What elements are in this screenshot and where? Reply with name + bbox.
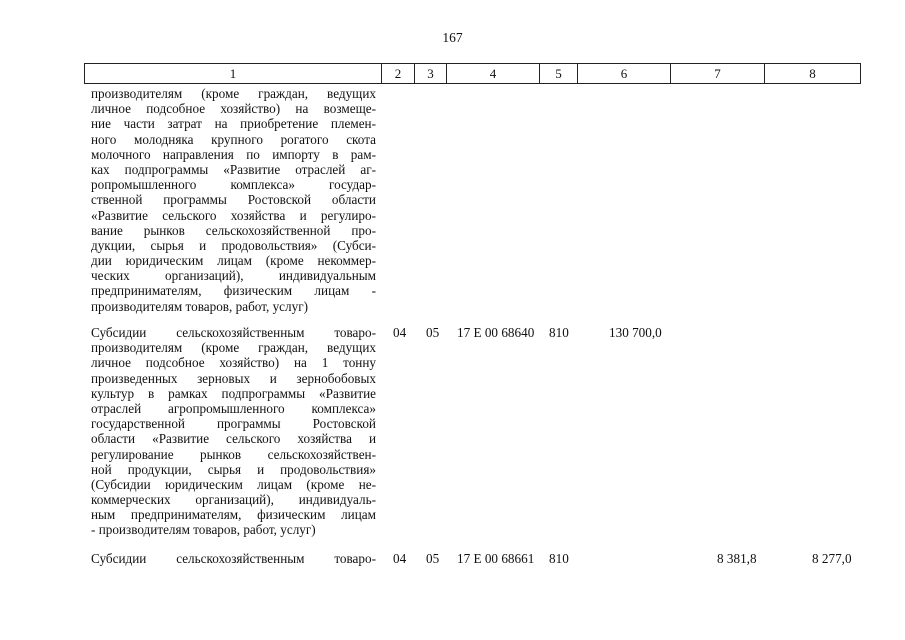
table-row-description xyxy=(91,86,376,314)
text-line: производителям товаров, работ, услуг) xyxy=(91,298,308,314)
text-line: области «Развитие сельского хозяйства и xyxy=(91,431,376,447)
text-line: производителям (кроме граждан, ведущих xyxy=(91,340,376,356)
text-line: дукции, сырья и продовольствия» (Субси- xyxy=(91,237,376,253)
text-line: ческих организаций), индивидуальным xyxy=(91,268,376,284)
text-line: Субсидии сельскохозяйственным товаро- xyxy=(91,325,376,340)
text-line: ние части затрат на приобретение племен- xyxy=(91,116,376,132)
text-line: «Развитие сельского хозяйства и регулиро- xyxy=(91,207,376,223)
cell-amount-col6: 130 700,0 xyxy=(609,325,662,340)
cell-subsection: 05 xyxy=(426,551,440,566)
text-line: регулирование рынков сельскохозяйствен- xyxy=(91,446,376,462)
header-cell-2: 2 xyxy=(382,64,415,83)
text-line: ках подпрограммы «Развитие отраслей аг- xyxy=(91,161,376,177)
text-line: личное подсобное хозяйство) на возмеще- xyxy=(91,101,376,117)
text-line: вание рынков сельскохозяйственной про- xyxy=(91,222,376,238)
header-cell-1: 1 xyxy=(85,64,382,83)
cell-section: 04 xyxy=(393,325,407,340)
text-line: дии юридическим лицам (кроме некоммер- xyxy=(91,253,376,269)
text-line: ным предпринимателям, физическим лицам xyxy=(91,507,376,523)
text-line: молочного направления по импорту в рам- xyxy=(91,146,376,162)
text-line: - производителям товаров, работ, услуг) xyxy=(91,522,316,538)
text-line: личное подсобное хозяйство) на 1 тонну xyxy=(91,355,376,371)
header-cell-6: 6 xyxy=(578,64,671,83)
text-line: культур в рамках подпрограммы «Развитие xyxy=(91,385,376,401)
header-cell-3: 3 xyxy=(415,64,447,83)
table-row-description xyxy=(91,551,376,566)
header-cell-4: 4 xyxy=(447,64,540,83)
text-line: ного молодняка крупного рогатого скота xyxy=(91,131,376,147)
text-line: Субсидии сельскохозяйственным товаро- xyxy=(91,551,376,566)
table-header-row xyxy=(84,63,861,84)
text-line: отраслей агропромышленного комплекса» xyxy=(91,400,376,416)
cell-amount-col8: 8 277,0 xyxy=(812,551,852,566)
text-line: производителям (кроме граждан, ведущих xyxy=(91,86,376,101)
cell-section: 04 xyxy=(393,551,407,566)
cell-target-article: 17 Е 00 68661 xyxy=(457,551,535,566)
cell-target-article: 17 Е 00 68640 xyxy=(457,325,535,340)
text-line: произведенных зерновых и зернобобовых xyxy=(91,370,376,386)
text-line: предпринимателям, физическим лицам - xyxy=(91,283,376,299)
cell-expense-type: 810 xyxy=(549,551,569,566)
table-row-description xyxy=(91,325,376,538)
text-line: (Субсидии юридическим лицам (кроме не- xyxy=(91,476,376,492)
cell-expense-type: 810 xyxy=(549,325,569,340)
text-line: ной продукции, сырья и продовольствия» xyxy=(91,461,376,477)
header-cell-5: 5 xyxy=(540,64,578,83)
cell-subsection: 05 xyxy=(426,325,440,340)
text-line: ственной программы Ростовской области xyxy=(91,192,376,208)
header-cell-7: 7 xyxy=(671,64,765,83)
cell-amount-col7: 8 381,8 xyxy=(717,551,757,566)
text-line: государственной программы Ростовской xyxy=(91,416,376,432)
text-line: коммерческих организаций), индивидуаль- xyxy=(91,492,376,508)
header-cell-8: 8 xyxy=(809,66,816,81)
page-number: 167 xyxy=(442,30,463,45)
text-line: ропромышленного комплекса» государ- xyxy=(91,177,376,193)
